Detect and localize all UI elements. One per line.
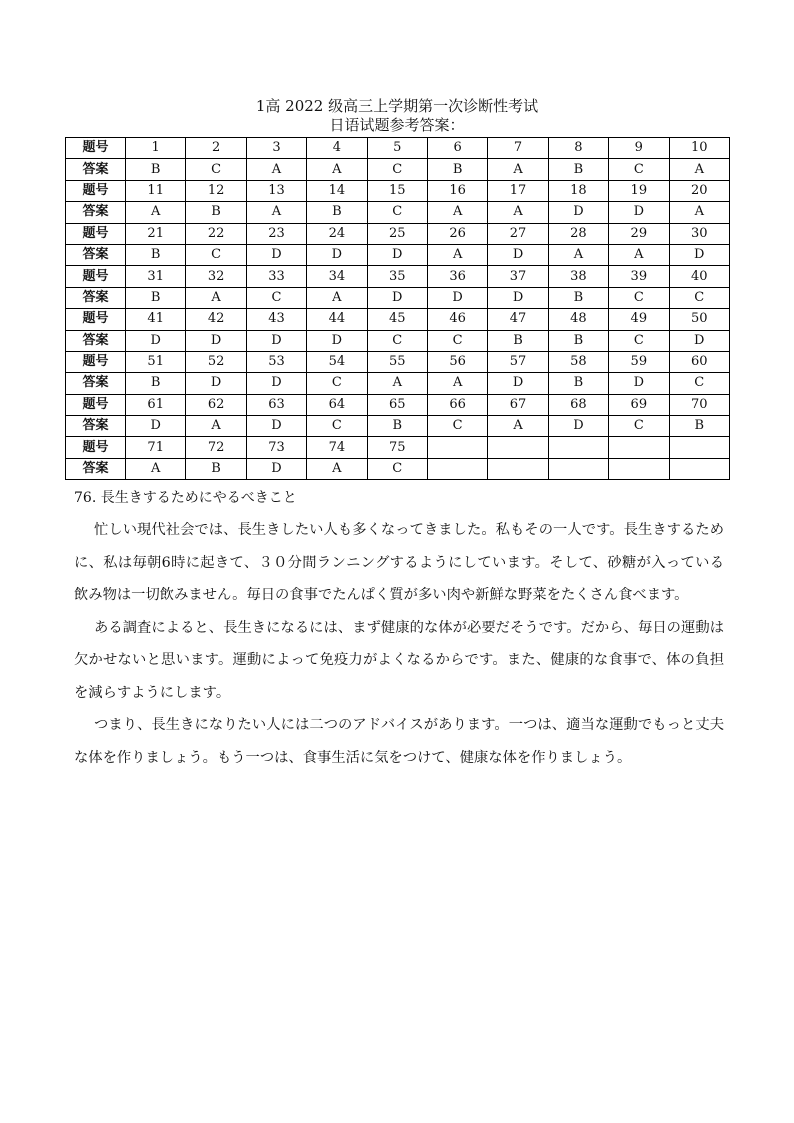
answer-cell: B bbox=[548, 159, 608, 180]
question-number-cell: 3 bbox=[246, 138, 306, 159]
question-number-cell: 8 bbox=[548, 138, 608, 159]
answer-cell: C bbox=[609, 287, 669, 308]
question-number-cell: 11 bbox=[126, 180, 186, 201]
question-number-cell: 40 bbox=[669, 266, 729, 287]
question-number-row bbox=[66, 223, 730, 244]
number-row-label: 题号 bbox=[66, 309, 126, 330]
question-number-cell: 21 bbox=[126, 223, 186, 244]
answer-cell: B bbox=[427, 159, 487, 180]
question-number-cell: 2 bbox=[186, 138, 246, 159]
answer-cell: A bbox=[609, 244, 669, 265]
question-number-cell: 18 bbox=[548, 180, 608, 201]
answer-cell: D bbox=[427, 287, 487, 308]
answer-row-label: 答案 bbox=[66, 202, 126, 223]
answer-row-label: 答案 bbox=[66, 373, 126, 394]
question-number-cell: 19 bbox=[609, 180, 669, 201]
question-76-heading: 76. 長生きするためにやるべきこと bbox=[74, 490, 297, 506]
question-number-cell bbox=[669, 437, 729, 458]
question-number-cell: 72 bbox=[186, 437, 246, 458]
answer-cell bbox=[609, 458, 669, 479]
answer-cell: D bbox=[609, 373, 669, 394]
answer-row bbox=[66, 287, 730, 308]
number-row-label: 题号 bbox=[66, 266, 126, 287]
question-number-cell: 4 bbox=[307, 138, 367, 159]
answer-cell: A bbox=[488, 416, 548, 437]
answer-cell: D bbox=[669, 244, 729, 265]
answer-cell: C bbox=[609, 416, 669, 437]
question-number-cell: 33 bbox=[246, 266, 306, 287]
question-number-cell: 48 bbox=[548, 309, 608, 330]
answer-cell: A bbox=[186, 287, 246, 308]
answer-row-label: 答案 bbox=[66, 416, 126, 437]
answer-cell: D bbox=[609, 202, 669, 223]
answer-cell: D bbox=[126, 416, 186, 437]
question-number-row bbox=[66, 437, 730, 458]
answer-cell: D bbox=[488, 287, 548, 308]
question-number-cell: 20 bbox=[669, 180, 729, 201]
number-row-label: 题号 bbox=[66, 351, 126, 372]
essay-paragraph: ある調査によると、長生きになるには、まず健康的な体が必要だそうです。だから、毎日の運動は欠かせないと思います。運動によって免疫力がよくなるからです。また、健康的な食事で、体の負担を減らすようにします。 bbox=[74, 619, 724, 701]
essay-body bbox=[74, 514, 724, 774]
question-number-cell: 73 bbox=[246, 437, 306, 458]
question-number-cell: 6 bbox=[427, 138, 487, 159]
question-number-cell: 12 bbox=[186, 180, 246, 201]
question-number-cell: 10 bbox=[669, 138, 729, 159]
question-number-cell: 16 bbox=[427, 180, 487, 201]
question-number-cell: 23 bbox=[246, 223, 306, 244]
answer-cell: C bbox=[669, 287, 729, 308]
number-row-label: 题号 bbox=[66, 223, 126, 244]
question-number-cell bbox=[609, 437, 669, 458]
question-number-cell: 42 bbox=[186, 309, 246, 330]
question-number-cell: 7 bbox=[488, 138, 548, 159]
question-number-cell: 44 bbox=[307, 309, 367, 330]
answer-cell: D bbox=[488, 244, 548, 265]
question-number-cell: 69 bbox=[609, 394, 669, 415]
question-number-cell: 60 bbox=[669, 351, 729, 372]
answer-cell: A bbox=[669, 159, 729, 180]
question-number-cell: 71 bbox=[126, 437, 186, 458]
answer-cell: D bbox=[367, 287, 427, 308]
answer-cell: B bbox=[126, 287, 186, 308]
answer-cell: C bbox=[367, 202, 427, 223]
answer-cell: C bbox=[186, 159, 246, 180]
answer-cell: B bbox=[307, 202, 367, 223]
question-number-cell: 15 bbox=[367, 180, 427, 201]
answer-cell: C bbox=[367, 159, 427, 180]
answer-cell: A bbox=[307, 458, 367, 479]
answer-row-label: 答案 bbox=[66, 458, 126, 479]
question-number-cell bbox=[427, 437, 487, 458]
question-number-cell: 36 bbox=[427, 266, 487, 287]
question-number-cell: 57 bbox=[488, 351, 548, 372]
answer-cell: D bbox=[246, 458, 306, 479]
answer-cell: A bbox=[186, 416, 246, 437]
number-row-label: 题号 bbox=[66, 138, 126, 159]
answer-cell: C bbox=[427, 416, 487, 437]
question-number-cell: 41 bbox=[126, 309, 186, 330]
answer-cell: A bbox=[488, 202, 548, 223]
question-number-row bbox=[66, 138, 730, 159]
answer-cell: C bbox=[609, 159, 669, 180]
question-number-cell: 30 bbox=[669, 223, 729, 244]
question-number-row bbox=[66, 266, 730, 287]
question-number-cell: 70 bbox=[669, 394, 729, 415]
question-number-cell: 53 bbox=[246, 351, 306, 372]
question-number-cell: 46 bbox=[427, 309, 487, 330]
answer-cell: D bbox=[307, 330, 367, 351]
answer-row-label: 答案 bbox=[66, 159, 126, 180]
answer-cell: D bbox=[548, 416, 608, 437]
answer-cell: B bbox=[126, 373, 186, 394]
question-number-cell: 75 bbox=[367, 437, 427, 458]
question-number-cell bbox=[548, 437, 608, 458]
answer-cell: A bbox=[307, 287, 367, 308]
question-number-cell: 56 bbox=[427, 351, 487, 372]
essay-paragraph: つまり、長生きになりたい人には二つのアドバイスがあります。一つは、適当な運動でもっと丈夫な体を作りましょう。もう一つは、食事生活に気をつけて、健康な体を作りましょう。 bbox=[74, 717, 724, 766]
answer-cell: B bbox=[548, 287, 608, 308]
answer-cell: C bbox=[609, 330, 669, 351]
question-number-cell: 25 bbox=[367, 223, 427, 244]
answer-cell: A bbox=[126, 458, 186, 479]
question-number-cell: 68 bbox=[548, 394, 608, 415]
question-number-cell: 38 bbox=[548, 266, 608, 287]
question-number-cell: 31 bbox=[126, 266, 186, 287]
answer-cell: D bbox=[246, 416, 306, 437]
answer-cell: C bbox=[669, 373, 729, 394]
answer-cell: D bbox=[307, 244, 367, 265]
answer-cell: B bbox=[669, 416, 729, 437]
question-number-cell: 55 bbox=[367, 351, 427, 372]
answer-cell: C bbox=[367, 330, 427, 351]
answer-cell: B bbox=[548, 330, 608, 351]
exam-title: 1高 2022 级高三上学期第一次诊断性考试 bbox=[255, 97, 539, 115]
answer-cell: D bbox=[488, 373, 548, 394]
number-row-label: 题号 bbox=[66, 394, 126, 415]
answer-cell: C bbox=[186, 244, 246, 265]
question-number-cell: 34 bbox=[307, 266, 367, 287]
answer-cell: C bbox=[427, 330, 487, 351]
essay-paragraph: 忙しい現代社会では、長生きしたい人も多くなってきました。私もその一人です。長生きするために、私は毎朝6時に起きて、３０分間ランニングするようにしています。そして、砂糖が入っている飲み物は一切飲みません。毎日の食事でたんぱく質が多い肉や新鮮な野菜をたくさん食べます。 bbox=[74, 522, 724, 603]
answer-cell: D bbox=[186, 373, 246, 394]
answer-cell: C bbox=[246, 287, 306, 308]
answer-cell: D bbox=[367, 244, 427, 265]
question-number-cell: 65 bbox=[367, 394, 427, 415]
question-number-cell: 17 bbox=[488, 180, 548, 201]
answer-row bbox=[66, 373, 730, 394]
answer-cell bbox=[427, 458, 487, 479]
answer-cell: A bbox=[246, 202, 306, 223]
question-number-cell: 64 bbox=[307, 394, 367, 415]
question-number-row bbox=[66, 351, 730, 372]
answer-key-subtitle: 日语试题参考答案： bbox=[329, 116, 465, 134]
question-number-cell: 58 bbox=[548, 351, 608, 372]
answer-row-label: 答案 bbox=[66, 287, 126, 308]
question-number-cell: 43 bbox=[246, 309, 306, 330]
question-number-cell: 67 bbox=[488, 394, 548, 415]
answer-cell: A bbox=[307, 159, 367, 180]
answer-cell: A bbox=[669, 202, 729, 223]
answer-row bbox=[66, 416, 730, 437]
question-number-cell: 26 bbox=[427, 223, 487, 244]
answer-cell: B bbox=[488, 330, 548, 351]
answer-cell: A bbox=[427, 202, 487, 223]
answer-cell: C bbox=[307, 373, 367, 394]
answer-cell: D bbox=[246, 244, 306, 265]
question-number-cell: 50 bbox=[669, 309, 729, 330]
answer-cell: A bbox=[427, 373, 487, 394]
question-number-cell: 47 bbox=[488, 309, 548, 330]
question-number-cell: 54 bbox=[307, 351, 367, 372]
question-number-cell: 37 bbox=[488, 266, 548, 287]
answer-cell: B bbox=[186, 458, 246, 479]
question-number-row bbox=[66, 180, 730, 201]
answer-row-label: 答案 bbox=[66, 244, 126, 265]
answer-cell: C bbox=[367, 458, 427, 479]
question-number-cell: 62 bbox=[186, 394, 246, 415]
question-number-row bbox=[66, 394, 730, 415]
answer-cell: A bbox=[126, 202, 186, 223]
answer-cell: D bbox=[126, 330, 186, 351]
question-number-cell: 45 bbox=[367, 309, 427, 330]
answer-row bbox=[66, 202, 730, 223]
question-number-cell: 5 bbox=[367, 138, 427, 159]
question-number-row bbox=[66, 309, 730, 330]
answer-cell: B bbox=[367, 416, 427, 437]
answer-cell: D bbox=[548, 202, 608, 223]
answer-cell: B bbox=[126, 244, 186, 265]
answer-cell: A bbox=[488, 159, 548, 180]
question-number-cell: 52 bbox=[186, 351, 246, 372]
question-number-cell: 29 bbox=[609, 223, 669, 244]
question-number-cell: 1 bbox=[126, 138, 186, 159]
answer-cell bbox=[488, 458, 548, 479]
question-number-cell: 51 bbox=[126, 351, 186, 372]
answer-cell: B bbox=[186, 202, 246, 223]
answer-row bbox=[66, 159, 730, 180]
question-number-cell: 27 bbox=[488, 223, 548, 244]
answer-cell: A bbox=[427, 244, 487, 265]
number-row-label: 题号 bbox=[66, 180, 126, 201]
answer-cell: D bbox=[246, 373, 306, 394]
question-number-cell: 13 bbox=[246, 180, 306, 201]
question-number-cell: 24 bbox=[307, 223, 367, 244]
question-number-cell: 66 bbox=[427, 394, 487, 415]
answer-cell: D bbox=[246, 330, 306, 351]
answer-table bbox=[65, 137, 730, 480]
question-number-cell: 74 bbox=[307, 437, 367, 458]
answer-cell: D bbox=[186, 330, 246, 351]
answer-row bbox=[66, 458, 730, 479]
question-number-cell: 14 bbox=[307, 180, 367, 201]
answer-cell: A bbox=[367, 373, 427, 394]
answer-row-label: 答案 bbox=[66, 330, 126, 351]
answer-cell: A bbox=[548, 244, 608, 265]
number-row-label: 题号 bbox=[66, 437, 126, 458]
question-number-cell: 35 bbox=[367, 266, 427, 287]
question-number-cell: 39 bbox=[609, 266, 669, 287]
question-number-cell: 61 bbox=[126, 394, 186, 415]
question-number-cell: 28 bbox=[548, 223, 608, 244]
question-number-cell: 59 bbox=[609, 351, 669, 372]
answer-cell: A bbox=[246, 159, 306, 180]
question-number-cell: 49 bbox=[609, 309, 669, 330]
answer-row bbox=[66, 244, 730, 265]
answer-cell: C bbox=[307, 416, 367, 437]
answer-cell bbox=[548, 458, 608, 479]
question-number-cell bbox=[488, 437, 548, 458]
answer-row bbox=[66, 330, 730, 351]
answer-table-body bbox=[66, 138, 730, 480]
question-number-cell: 32 bbox=[186, 266, 246, 287]
question-number-cell: 9 bbox=[609, 138, 669, 159]
answer-cell: D bbox=[669, 330, 729, 351]
question-number-cell: 63 bbox=[246, 394, 306, 415]
answer-cell bbox=[669, 458, 729, 479]
question-number-cell: 22 bbox=[186, 223, 246, 244]
answer-cell: B bbox=[548, 373, 608, 394]
answer-cell: B bbox=[126, 159, 186, 180]
